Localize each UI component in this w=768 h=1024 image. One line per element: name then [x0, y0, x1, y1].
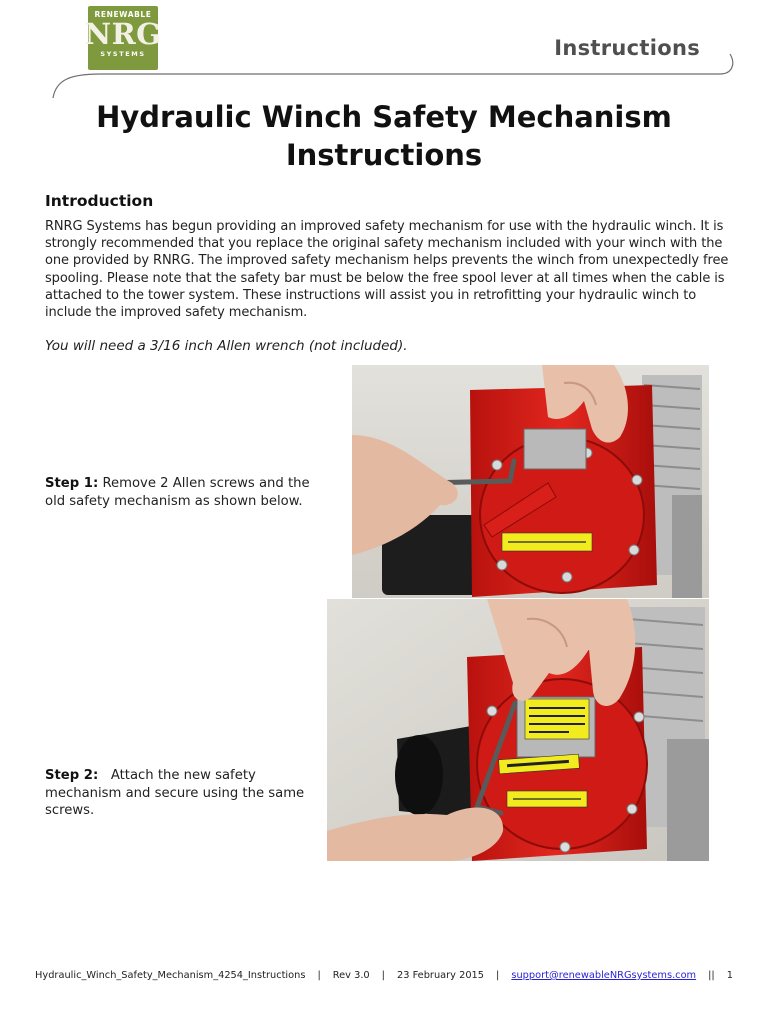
step-2-text	[45, 767, 315, 820]
footer-separator-double: ||	[708, 970, 715, 981]
footer-separator: |	[317, 970, 321, 981]
step-2-label: Step 2:	[45, 768, 99, 783]
step-2-photo	[327, 599, 709, 861]
logo-main-text: NRG	[84, 17, 162, 51]
support-email-link[interactable]: support@renewableNRGsystems.com	[511, 970, 697, 981]
header-instructions-label: Instructions	[554, 36, 700, 60]
footer-separator: |	[381, 970, 385, 981]
footer-page-number: 1	[726, 970, 733, 981]
step-2-description: Attach the new safety mechanism and secure using the same screws.	[45, 768, 305, 818]
footer-filename: Hydraulic_Winch_Safety_Mechanism_4254_Instructions	[35, 970, 306, 981]
step-1-label: Step 1:	[45, 476, 99, 491]
footer-revision: Rev 3.0	[332, 970, 370, 981]
title-line-2: Instructions	[285, 138, 483, 172]
step-1-photo	[352, 365, 709, 598]
page-footer	[0, 970, 768, 981]
section-heading-introduction: Introduction	[45, 192, 154, 210]
step-1-text	[45, 475, 330, 510]
introduction-paragraph: RNRG Systems has begun providing an improved safety mechanism for use with the hydraulic winch. It is strongly recommended that you replace the original safety mechanism included with your winch with the one provided by RNRG. The improved safety mechanism helps prevents the winch from unexpectedly free spooling. Please note that the safety bar must be below the free spool lever at all times when the cable is attached to the tower system. These instructions will assist you in retrofitting your hydraulic winch to include the improved safety mechanism.	[45, 219, 729, 321]
page-title	[0, 98, 768, 174]
footer-separator: |	[496, 970, 500, 981]
title-line-1: Hydraulic Winch Safety Mechanism	[96, 100, 672, 134]
logo-top-text: RENEWABLE	[94, 10, 152, 19]
footer-date: 23 February 2015	[396, 970, 485, 981]
tool-requirement-note: You will need a 3/16 inch Allen wrench (not included).	[45, 338, 408, 354]
logo-bottom-text: SYSTEMS	[100, 50, 146, 58]
step-1-description: Remove 2 Allen screws and the old safety mechanism as shown below.	[45, 476, 310, 509]
